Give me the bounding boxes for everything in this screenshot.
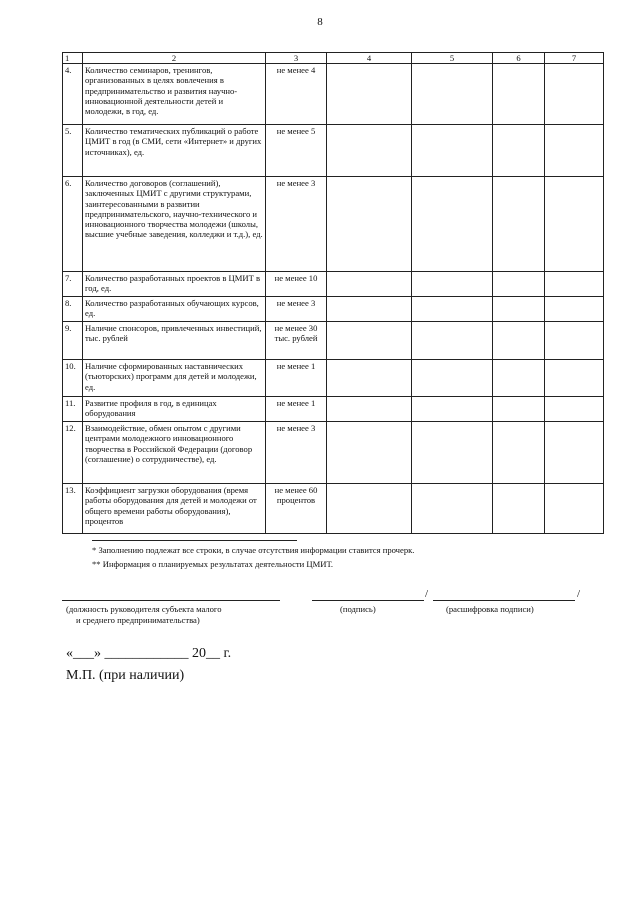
column-header: 2	[83, 53, 266, 64]
plan-value-cell: не менее 60 процентов	[266, 484, 327, 534]
empty-cell	[412, 272, 493, 297]
indicator-cell: Количество разработанных обучающих курсов, ед.	[83, 297, 266, 322]
plan-value-cell: не менее 4	[266, 64, 327, 125]
empty-cell	[545, 297, 604, 322]
row-number: 10.	[63, 360, 83, 397]
footnote-2: ** Информация о планируемых результатах деятельности ЦМИТ.	[92, 559, 333, 569]
footnote-divider	[92, 540, 297, 541]
empty-cell	[545, 422, 604, 484]
date-line: «___» ____________ 20__ г.	[66, 646, 232, 661]
signature-line	[312, 600, 424, 601]
column-header: 6	[493, 53, 545, 64]
indicator-cell: Развитие профиля в год, в единицах оборудования	[83, 397, 266, 422]
name-slash: /	[577, 588, 581, 600]
empty-cell	[545, 484, 604, 534]
table-row	[63, 177, 604, 272]
empty-cell	[493, 64, 545, 125]
empty-cell	[327, 484, 412, 534]
table-row	[63, 484, 604, 534]
indicator-cell: Коэффициент загрузки оборудования (время работы оборудования для детей и молодежи от общего времени работы оборудования), процентов	[83, 484, 266, 534]
indicator-cell: Взаимодействие, обмен опытом с другими центрами молодежного инновационного творчества в Российской Федерации (договор (соглашение) о сотрудничестве), ед.	[83, 422, 266, 484]
row-number: 5.	[63, 125, 83, 177]
empty-cell	[327, 297, 412, 322]
empty-cell	[412, 322, 493, 360]
empty-cell	[327, 322, 412, 360]
table-row	[63, 272, 604, 297]
table-row	[63, 64, 604, 125]
row-number: 13.	[63, 484, 83, 534]
indicator-cell: Количество разработанных проектов в ЦМИТ в год, ед.	[83, 272, 266, 297]
name-line	[433, 600, 575, 601]
empty-cell	[493, 177, 545, 272]
plan-value-cell: не менее 5	[266, 125, 327, 177]
empty-cell	[412, 64, 493, 125]
empty-cell	[493, 422, 545, 484]
empty-cell	[412, 297, 493, 322]
row-number: 7.	[63, 272, 83, 297]
empty-cell	[412, 125, 493, 177]
empty-cell	[545, 125, 604, 177]
position-caption-continued: и среднего предпринимательства)	[76, 615, 200, 625]
indicator-cell: Наличие сформированных наставнических (тьюторских) программ для детей и молодежи, ед.	[83, 360, 266, 397]
empty-cell	[412, 484, 493, 534]
row-number: 8.	[63, 297, 83, 322]
empty-cell	[493, 297, 545, 322]
stamp-note: М.П. (при наличии)	[66, 668, 185, 683]
plan-value-cell: не менее 1	[266, 397, 327, 422]
plan-value-cell: не менее 30 тыс. рублей	[266, 322, 327, 360]
plan-value-cell: не менее 3	[266, 177, 327, 272]
empty-cell	[545, 64, 604, 125]
column-header: 7	[545, 53, 604, 64]
row-number: 4.	[63, 64, 83, 125]
empty-cell	[545, 360, 604, 397]
empty-cell	[327, 177, 412, 272]
table-row	[63, 125, 604, 177]
indicator-cell: Наличие спонсоров, привлеченных инвестиций, тыс. рублей	[83, 322, 266, 360]
plan-value-cell: не менее 3	[266, 297, 327, 322]
empty-cell	[412, 360, 493, 397]
signature-caption: (подпись)	[340, 604, 376, 614]
empty-cell	[493, 322, 545, 360]
row-number: 12.	[63, 422, 83, 484]
table-row	[63, 360, 604, 397]
column-header: 5	[412, 53, 493, 64]
empty-cell	[493, 272, 545, 297]
table-row	[63, 397, 604, 422]
empty-cell	[493, 484, 545, 534]
indicator-cell: Количество договоров (соглашений), заключенных ЦМИТ с другими структурами, заинтересованными в развитии предпринимательского, научно-технического и инновационного творчества молодежи (школы, высшие учебные заведения, колледжи и т.д.), ед.	[83, 177, 266, 272]
position-caption: (должность руководителя субъекта малого	[66, 604, 222, 614]
column-header: 1	[63, 53, 83, 64]
empty-cell	[412, 177, 493, 272]
empty-cell	[545, 397, 604, 422]
row-number: 11.	[63, 397, 83, 422]
empty-cell	[327, 272, 412, 297]
empty-cell	[412, 422, 493, 484]
position-line	[62, 600, 280, 601]
row-number: 6.	[63, 177, 83, 272]
empty-cell	[327, 360, 412, 397]
plan-value-cell: не менее 1	[266, 360, 327, 397]
page-number: 8	[317, 16, 323, 28]
empty-cell	[493, 397, 545, 422]
empty-cell	[493, 360, 545, 397]
signature-slash: /	[425, 588, 429, 600]
empty-cell	[412, 397, 493, 422]
empty-cell	[545, 272, 604, 297]
empty-cell	[327, 422, 412, 484]
table-row	[63, 322, 604, 360]
table-row	[63, 422, 604, 484]
indicator-cell: Количество тематических публикаций о работе ЦМИТ в год (в СМИ, сети «Интернет» и других источниках), ед.	[83, 125, 266, 177]
name-caption: (расшифровка подписи)	[446, 604, 534, 614]
empty-cell	[545, 322, 604, 360]
plan-value-cell: не менее 3	[266, 422, 327, 484]
column-header: 3	[266, 53, 327, 64]
column-header: 4	[327, 53, 412, 64]
indicator-cell: Количество семинаров, тренингов, организованных в целях вовлечения в предпринимательство и развития научно-инновационной деятельности детей и молодежи, в год, ед.	[83, 64, 266, 125]
empty-cell	[545, 177, 604, 272]
table-row	[63, 297, 604, 322]
empty-cell	[327, 397, 412, 422]
row-number: 9.	[63, 322, 83, 360]
footnote-1: * Заполнению подлежат все строки, в случае отсутствия информации ставится прочерк.	[92, 545, 415, 555]
empty-cell	[327, 64, 412, 125]
empty-cell	[327, 125, 412, 177]
results-table	[62, 52, 604, 534]
header-row	[63, 53, 604, 64]
empty-cell	[493, 125, 545, 177]
plan-value-cell: не менее 10	[266, 272, 327, 297]
